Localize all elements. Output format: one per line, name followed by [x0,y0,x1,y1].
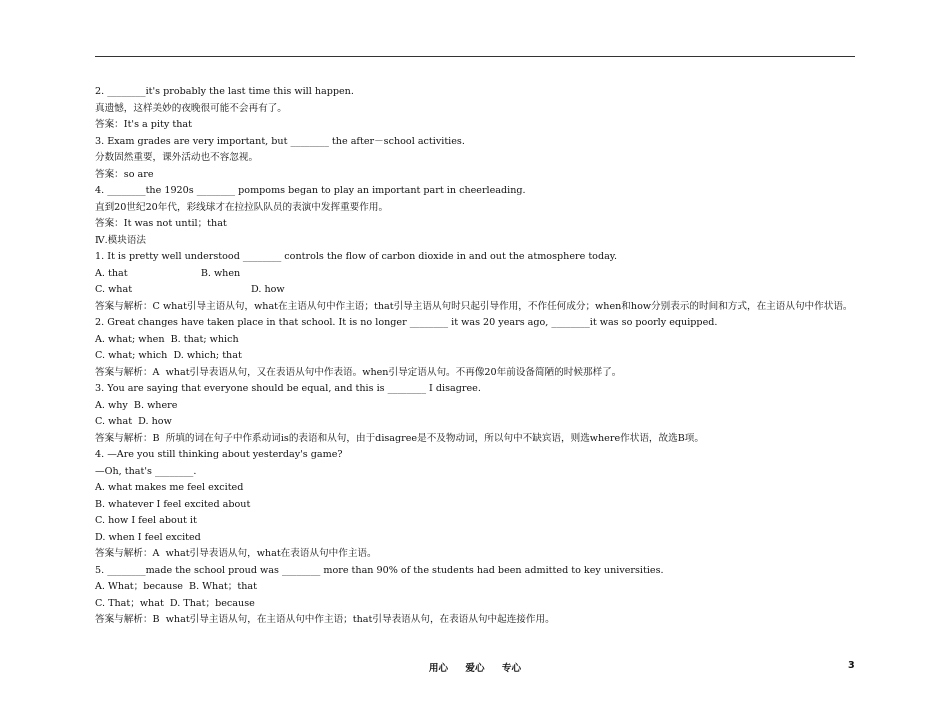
question-2-translation: 真遗憾，这样美妙的夜晚很可能不会再有了。 [95,102,287,114]
question-4-stem: 4. ________the 1920s ________ pompoms began to play an important part in cheerleading. [95,185,526,196]
question-3-stem: 3. Exam grades are very important, but ________ the after－school activities. [95,135,465,147]
grammar-q4-option-c: C. how I feel about it [95,515,197,526]
grammar-q1-explanation: 答案与解析：C what引导主语从句，what在主语从句中作主语；that引导主语从句时只起引导作用，不作任何成分；when和how分别表示的时间和方式，在主语从句中作状语。 [95,300,853,312]
grammar-q3-explanation: 答案与解析：B 所填的词在句子中作系动词is的表语和从句，由于disagree是不及物动词，所以句中不缺宾语，则选where作状语，故选B项。 [95,432,704,444]
question-3-answer: 答案：so are [95,168,154,180]
page-footer [0,660,950,674]
grammar-q2-stem: 2. Great changes have taken place in that school. It is no longer ________ it was 20 years ago, ________it was so poorly equipped. [95,317,718,328]
grammar-q4-option-a: A. what makes me feel excited [95,482,244,493]
grammar-q4-option-b: B. whatever I feel excited about [95,498,251,510]
question-2-answer: 答案：It's a pity that [95,119,192,130]
grammar-q4-option-d: D. when I feel excited [95,531,201,543]
grammar-q3-options-ab: A. why B. where [95,399,178,411]
grammar-q4-explanation: 答案与解析：A what引导表语从句，what在表语从句中作主语。 [95,548,377,559]
grammar-q2-options-cd: C. what; which D. which; that [95,350,242,361]
grammar-q5-options-ab: A. What；because B. What；that [95,581,257,592]
grammar-q2-explanation: 答案与解析：A what引导表语从句，又在表语从句中作表语。when引导定语从句。不再像20年前设备简陋的时候那样了。 [95,366,622,378]
section-heading: Ⅳ.模块语法 [95,234,147,246]
grammar-q1-stem: 1. It is pretty well understood ________ controls the flow of carbon dioxide in and out the atmosphere today. [95,251,618,262]
question-4-answer: 答案：It was not until；that [95,218,227,229]
header-rule [95,56,855,57]
grammar-q5-stem: 5. ________made the school proud was ________ more than 90% of the students had been admitted to key universities. [95,564,664,576]
grammar-q4-reply: —Oh, that's ________. [95,465,197,477]
page-body [95,84,860,629]
grammar-q4-stem: 4. —Are you still thinking about yesterday's game? [95,449,343,460]
grammar-q3-stem: 3. You are saying that everyone should be equal, and this is ________ I disagree. [95,383,481,394]
page-number: 3 [848,660,855,671]
grammar-q3-options-cd: C. what D. how [95,416,172,427]
grammar-q1-options-cd: C. what D. how [95,284,285,295]
grammar-q2-options-ab: A. what; when B. that; which [95,333,239,345]
grammar-q5-options-cd: C. That；what D. That；because [95,597,255,609]
grammar-q5-explanation: 答案与解析：B what引导主语从句，在主语从句中作主语；that引导表语从句，在表语从句中起连接作用。 [95,614,555,625]
footer-motto: 用心 爱心 专心 [428,663,522,674]
question-2-stem: 2. ________it's probably the last time this will happen. [95,86,354,97]
question-4-translation: 直到20世纪20年代，彩线球才在拉拉队队员的表演中发挥重要作用。 [95,201,389,213]
grammar-q1-options-ab: A. that B. when [95,267,241,279]
question-3-translation: 分数固然重要，课外活动也不容忽视。 [95,152,259,163]
